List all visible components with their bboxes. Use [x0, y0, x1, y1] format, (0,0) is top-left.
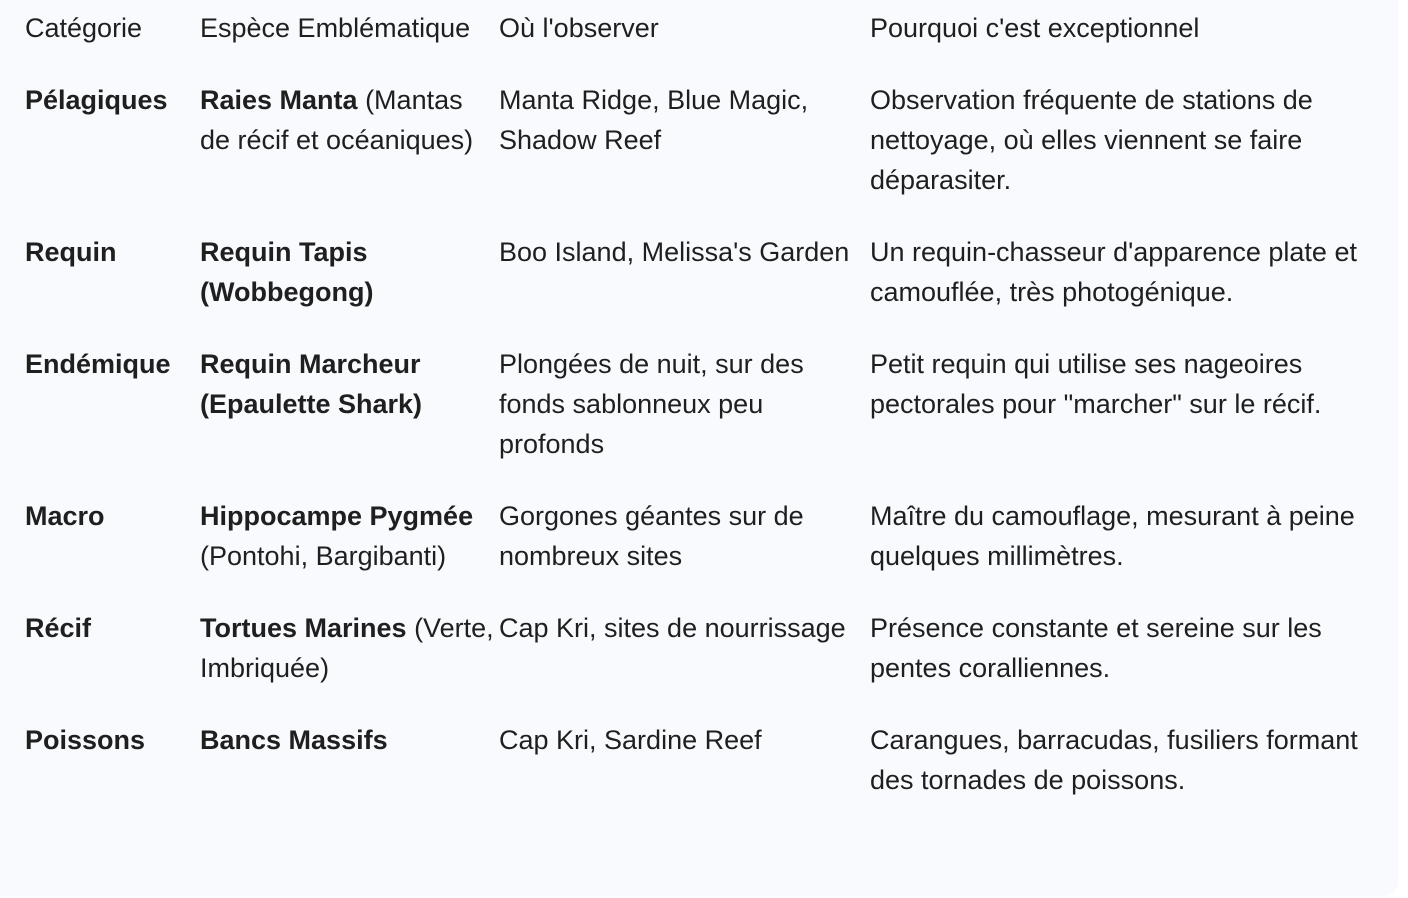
species-name: Requin Marcheur (Epaulette Shark): [200, 349, 423, 419]
species-cell: [200, 496, 499, 608]
table-row: [0, 496, 1398, 608]
species-name: Hippocampe Pygmée: [200, 501, 474, 531]
category-cell: Endémique: [25, 349, 171, 379]
species-cell: [200, 232, 499, 344]
species-cell: [200, 720, 499, 816]
category-cell: Pélagiques: [25, 85, 168, 115]
why-cell: Un requin-chasseur d'apparence plate et camouflée, très photogénique.: [870, 237, 1357, 307]
species-cell: [200, 608, 499, 720]
where-cell: Gorgones géantes sur de nombreux sites: [499, 501, 804, 571]
category-cell: Macro: [25, 501, 105, 531]
species-name: Bancs Massifs: [200, 725, 388, 755]
species-cell: [200, 80, 499, 232]
where-cell: Cap Kri, Sardine Reef: [499, 725, 762, 755]
where-cell: Plongées de nuit, sur des fonds sablonneux peu profonds: [499, 349, 804, 459]
where-cell: Manta Ridge, Blue Magic, Shadow Reef: [499, 85, 809, 155]
header-category: Catégorie: [25, 13, 143, 43]
header-species: Espèce Emblématique: [200, 13, 471, 43]
species-name: Requin Tapis (Wobbegong): [200, 237, 374, 307]
category-cell: Récif: [25, 613, 92, 643]
why-cell: Observation fréquente de stations de nettoyage, où elles viennent se faire déparasiter.: [870, 85, 1313, 195]
category-cell: Requin: [25, 237, 117, 267]
species-detail: (Mantas de récif et océaniques): [200, 85, 474, 155]
species-name: Raies Manta: [200, 85, 358, 115]
category-cell: Poissons: [25, 725, 146, 755]
species-detail: (Pontohi, Bargibanti): [200, 541, 447, 571]
header-why: Pourquoi c'est exceptionnel: [870, 13, 1200, 43]
species-name: Tortues Marines: [200, 613, 407, 643]
species-cell: [200, 344, 499, 496]
where-cell: Cap Kri, sites de nourrissage: [499, 613, 846, 643]
why-cell: Petit requin qui utilise ses nageoires pectorales pour "marcher" sur le récif.: [870, 349, 1322, 419]
table-row: [0, 80, 1398, 232]
header-where: Où l'observer: [499, 13, 659, 43]
why-cell: Présence constante et sereine sur les pentes coralliennes.: [870, 613, 1322, 683]
table-row: [0, 720, 1398, 816]
why-cell: Carangues, barracudas, fusiliers formant des tornades de poissons.: [870, 725, 1358, 795]
table-row: [0, 232, 1398, 344]
why-cell: Maître du camouflage, mesurant à peine quelques millimètres.: [870, 501, 1355, 571]
species-detail: (Verte, Imbriquée): [200, 613, 494, 683]
table-row: [0, 608, 1398, 720]
table-row: [0, 344, 1398, 496]
table-header-row: [0, 0, 1398, 80]
where-cell: Boo Island, Melissa's Garden: [499, 237, 850, 267]
